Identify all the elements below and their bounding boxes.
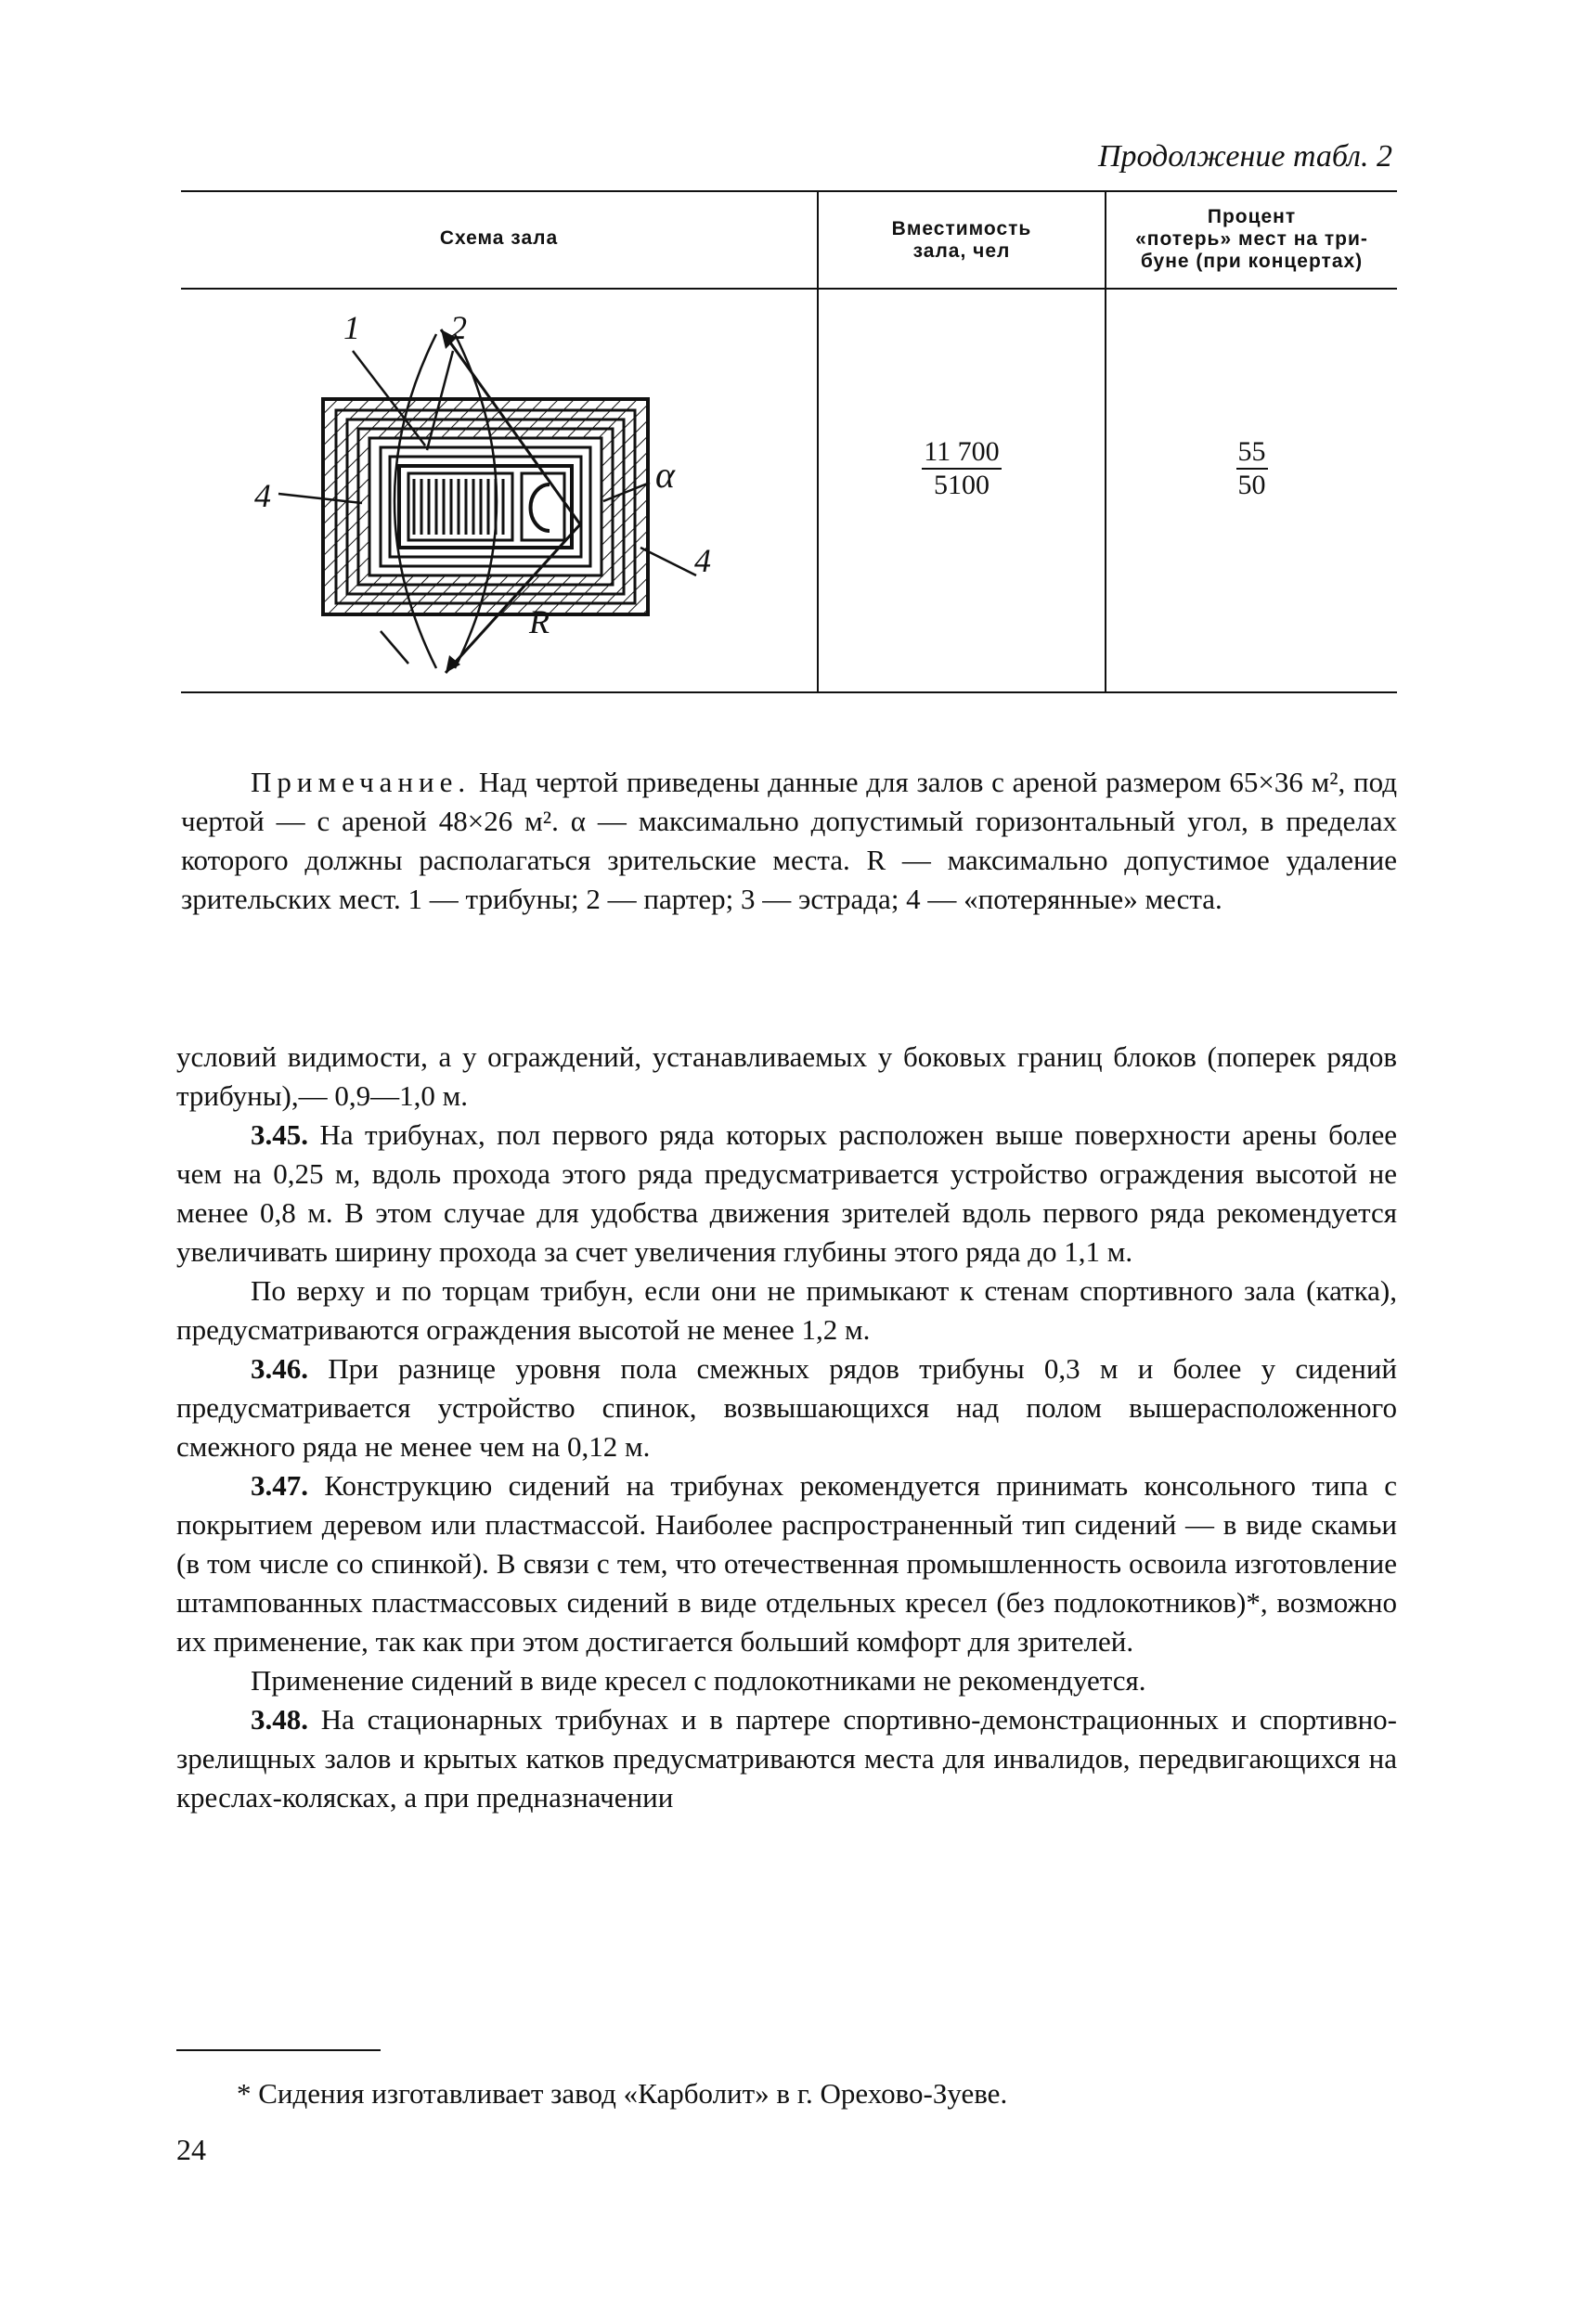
capacity-value (819, 436, 1105, 501)
capacity-numerator: 11 700 (922, 436, 1001, 470)
table-note (181, 763, 1397, 919)
paragraph-3-47 (176, 1466, 1397, 1661)
footnote: * Сидения изготавливает завод «Карболит» в г. Орехово-Зуеве. (237, 2077, 1008, 2110)
note-label: Примечание. (251, 766, 472, 798)
capacity-denominator: 5100 (934, 470, 989, 500)
label-4-right: 4 (694, 542, 711, 579)
table-bottom-rule (181, 691, 1397, 693)
paragraph-text: На стационарных трибунах и в партере спортивно-демонстрационных и спортивно-зрелищных залов и крытых катков предусматриваются места для инвалидов, передвигающихся на креслах-колясках, а при предназначении (176, 1703, 1397, 1814)
clause-number: 3.45. (251, 1118, 308, 1151)
clause-number: 3.48. (251, 1703, 308, 1736)
note-text: Над чертой приведены данные для залов с ареной размером 65×36 м², под чертой — с ареной 48×26 м². α — максимально допустимый горизонтальный угол, в пределах которого должны располагаться зрительские места. R — максимально допустимое удаление зрительских мест. 1 — трибуны; 2 — партер; 3 — эстрада; 4 — «потерянные» места. (181, 766, 1398, 915)
header-scheme: Схема зала (439, 227, 559, 249)
table-top-rule (181, 190, 1397, 192)
table-header-rule (181, 288, 1397, 290)
paragraph-stands-top: По верху и по торцам трибун, если они не примыкают к стенам спортивного зала (катка), предусматриваются ограждения высотой не менее 1,2 м. (176, 1274, 1397, 1346)
label-1: 1 (343, 309, 360, 346)
header-percent-line3: буне (при концертах) (1140, 251, 1364, 272)
paragraph-text: На трибунах, пол первого ряда которых расположен выше поверхности арены более чем на 0,25 м, вдоль прохода этого ряда предусматривается устройство ограждения высотой не менее 0,8 м. В этом случае для удобства движения зрителей вдоль первого ряда рекомендуется увеличивать ширину прохода за счет увеличения глубины этого ряда до 1,1 м. (176, 1118, 1398, 1268)
clause-number: 3.47. (251, 1469, 308, 1502)
header-percent (1106, 206, 1397, 273)
table-caption: Продолжение табл. 2 (1097, 139, 1392, 174)
paragraph-3-48 (176, 1700, 1397, 1817)
percent-denominator: 50 (1237, 470, 1266, 500)
leader-line-r-tick (381, 631, 408, 664)
label-r: R (529, 603, 550, 640)
paragraph-armrests: Применение сидений в виде кресел с подлокотниками не рекомендуется. (251, 1664, 1146, 1697)
label-4-left: 4 (254, 477, 271, 514)
header-percent-line1: Процент (1207, 206, 1297, 227)
percent-value (1106, 436, 1397, 501)
header-percent-line2: «потерь» мест на три- (1135, 228, 1368, 250)
paragraph-text: При разнице уровня пола смежных рядов трибуны 0,3 м и более у сидений предусматривается устройство спинок, возвышающихся над полом вышерасположенного смежного ряда не менее чем на 0,12 м. (176, 1352, 1397, 1463)
percent-numerator: 55 (1236, 436, 1268, 470)
paragraph-text: Конструкцию сидений на трибунах рекомендуется принимать консольного типа с покрытием деревом или пластмассой. Наиболее распространенный тип сидений — в виде скамьи (в том числе со спинкой). В связи с тем, что отечественная промышленность освоила изготовление штампованных пластмассовых сидений в виде отдельных кресел (без подлокотников)*, возможно их применение, так как при этом достигается больший комфорт для зрителей. (176, 1469, 1397, 1658)
footnote-rule (176, 2049, 381, 2051)
paragraph-continuation: условий видимости, а у ограждений, устанавливаемых у боковых границ блоков (поперек рядов трибуны),— 0,9—1,0 м. (176, 1040, 1397, 1112)
label-2: 2 (450, 309, 467, 346)
header-capacity (819, 218, 1105, 263)
clause-number: 3.46. (251, 1352, 308, 1385)
hall-scheme-diagram (251, 297, 733, 678)
paragraph-3-45 (176, 1116, 1397, 1272)
paragraph-3-46 (176, 1349, 1397, 1466)
body-text (176, 1038, 1397, 1817)
header-capacity-line1: Вместимость (891, 218, 1032, 239)
label-alpha: α (655, 454, 675, 496)
page-number: 24 (176, 2133, 206, 2166)
header-capacity-line2: зала, чел (912, 240, 1011, 262)
